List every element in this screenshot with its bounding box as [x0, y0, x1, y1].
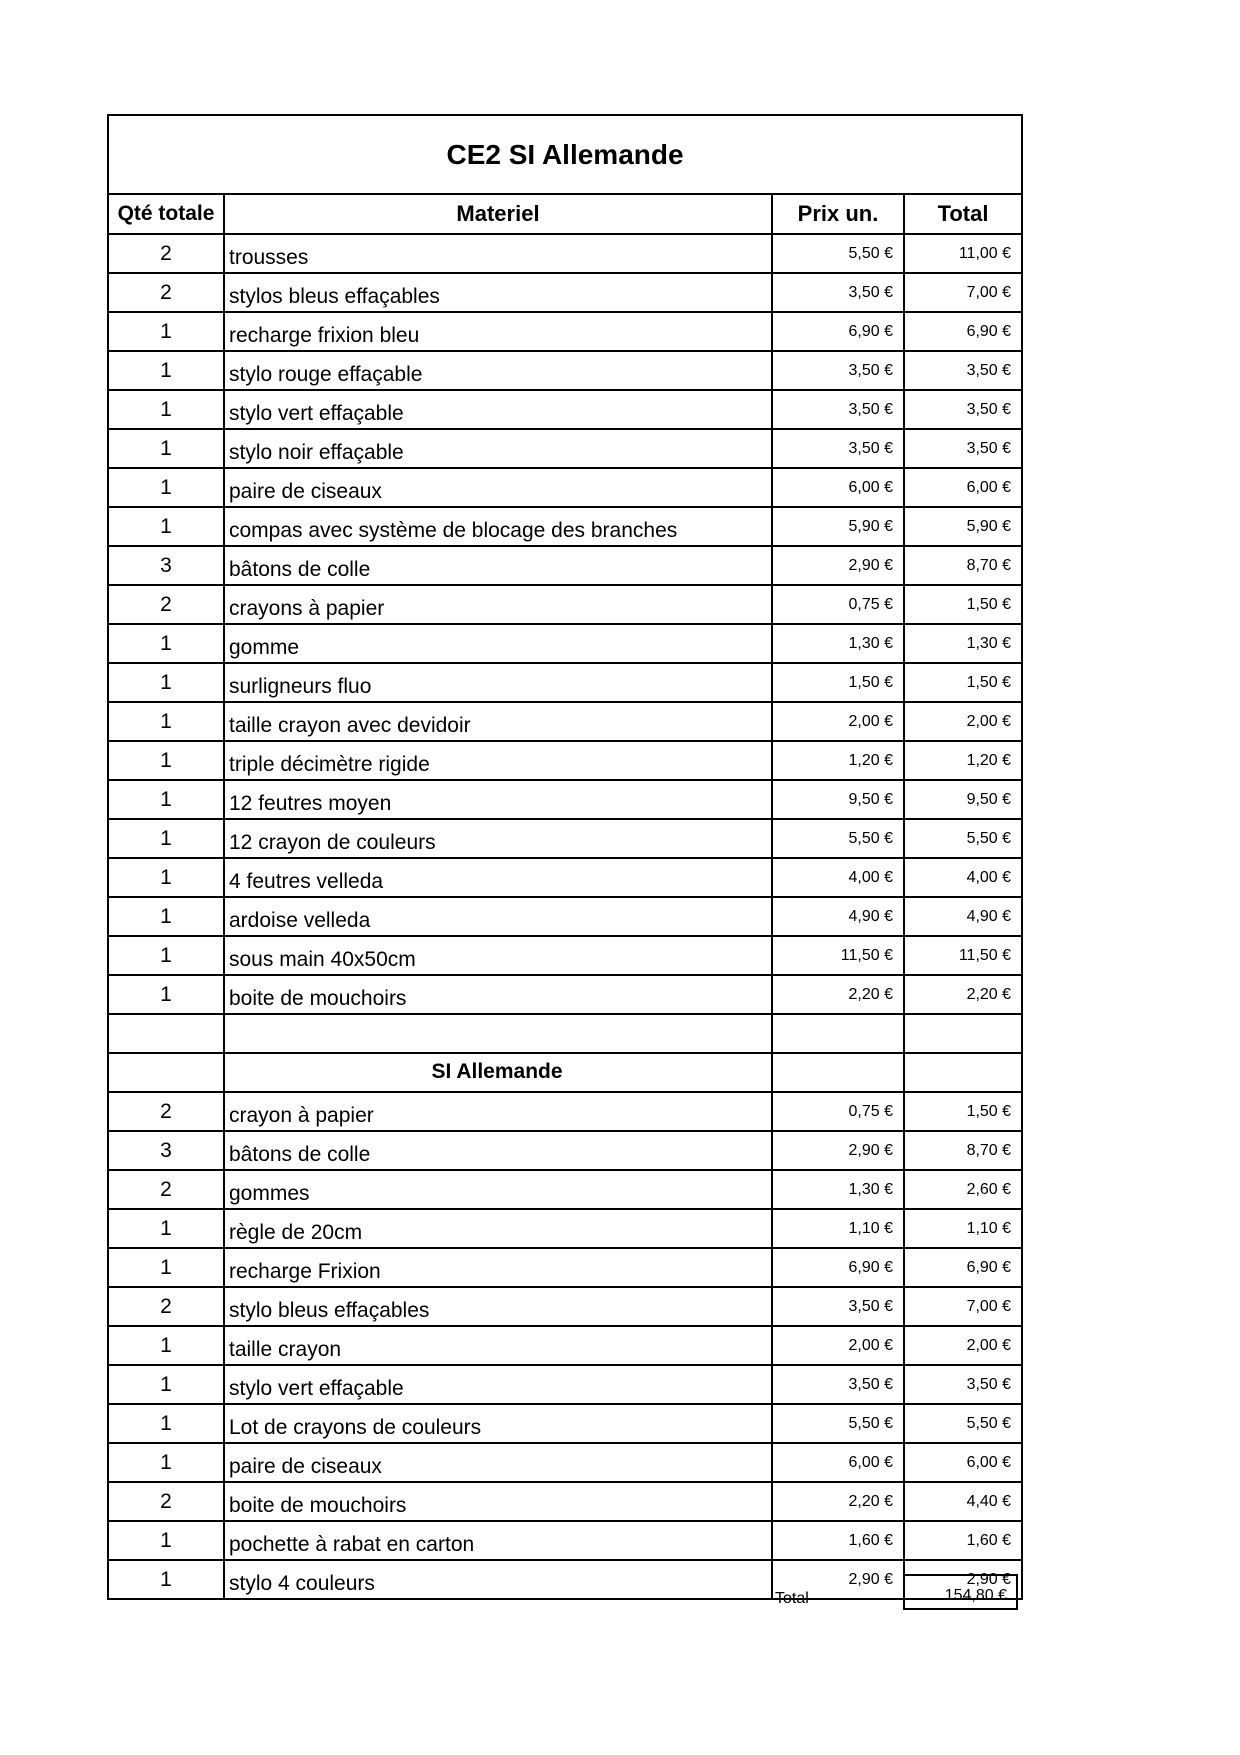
qty-cell: 1	[108, 351, 224, 390]
total-cell: 1,50 €	[904, 663, 1022, 702]
material-cell: compas avec système de blocage des branches	[224, 507, 772, 546]
qty-cell: 1	[108, 819, 224, 858]
qty-cell: 1	[108, 858, 224, 897]
table-row	[108, 468, 1022, 507]
total-cell: 8,70 €	[904, 1131, 1022, 1170]
qty-cell: 1	[108, 312, 224, 351]
unit-price-cell	[772, 1053, 904, 1092]
material-cell: règle de 20cm	[224, 1209, 772, 1248]
qty-cell: 3	[108, 546, 224, 585]
total-cell: 6,90 €	[904, 1248, 1022, 1287]
table-row	[108, 1287, 1022, 1326]
total-cell: 1,60 €	[904, 1521, 1022, 1560]
material-cell: taille crayon	[224, 1326, 772, 1365]
table-row	[108, 741, 1022, 780]
total-cell: 7,00 €	[904, 273, 1022, 312]
material-cell: recharge frixion bleu	[224, 312, 772, 351]
material-cell: stylo vert effaçable	[224, 1365, 772, 1404]
table-row	[108, 1131, 1022, 1170]
material-cell: surligneurs fluo	[224, 663, 772, 702]
total-cell: 5,90 €	[904, 507, 1022, 546]
total-cell: 2,20 €	[904, 975, 1022, 1014]
header-material: Materiel	[224, 194, 772, 234]
total-cell: 1,20 €	[904, 741, 1022, 780]
qty-cell: 1	[108, 1521, 224, 1560]
unit-price-cell: 1,60 €	[772, 1521, 904, 1560]
table-row	[108, 390, 1022, 429]
material-cell: bâtons de colle	[224, 1131, 772, 1170]
unit-price-cell: 3,50 €	[772, 273, 904, 312]
unit-price-cell: 6,90 €	[772, 1248, 904, 1287]
unit-price-cell: 1,10 €	[772, 1209, 904, 1248]
unit-price-cell: 1,50 €	[772, 663, 904, 702]
total-cell: 2,00 €	[904, 702, 1022, 741]
qty-cell	[108, 1053, 224, 1092]
qty-cell: 1	[108, 624, 224, 663]
table-row	[108, 858, 1022, 897]
table-row	[108, 273, 1022, 312]
header-qty: Qté totale	[108, 194, 224, 234]
material-cell: 12 crayon de couleurs	[224, 819, 772, 858]
total-cell: 1,10 €	[904, 1209, 1022, 1248]
unit-price-cell: 5,50 €	[772, 819, 904, 858]
qty-cell: 1	[108, 429, 224, 468]
table-row	[108, 351, 1022, 390]
total-cell	[904, 1053, 1022, 1092]
material-cell: stylo vert effaçable	[224, 390, 772, 429]
unit-price-cell: 5,50 €	[772, 234, 904, 273]
material-cell: pochette à rabat en carton	[224, 1521, 772, 1560]
material-cell: bâtons de colle	[224, 546, 772, 585]
unit-price-cell: 2,90 €	[772, 1560, 904, 1599]
table-row	[108, 1092, 1022, 1131]
qty-cell: 2	[108, 234, 224, 273]
material-cell	[224, 1014, 772, 1053]
qty-cell: 1	[108, 468, 224, 507]
total-cell: 9,50 €	[904, 780, 1022, 819]
total-cell	[904, 1014, 1022, 1053]
unit-price-cell: 9,50 €	[772, 780, 904, 819]
table-row	[108, 429, 1022, 468]
unit-price-cell: 6,90 €	[772, 312, 904, 351]
table-row	[108, 312, 1022, 351]
unit-price-cell: 2,00 €	[772, 702, 904, 741]
qty-cell: 2	[108, 273, 224, 312]
unit-price-cell: 0,75 €	[772, 585, 904, 624]
total-cell: 2,60 €	[904, 1170, 1022, 1209]
table-row	[108, 1443, 1022, 1482]
unit-price-cell: 0,75 €	[772, 1092, 904, 1131]
material-cell: 12 feutres moyen	[224, 780, 772, 819]
qty-cell: 1	[108, 507, 224, 546]
unit-price-cell: 2,90 €	[772, 1131, 904, 1170]
unit-price-cell: 3,50 €	[772, 1287, 904, 1326]
table-row	[108, 1326, 1022, 1365]
table-row	[108, 1521, 1022, 1560]
total-cell: 1,50 €	[904, 585, 1022, 624]
material-cell: stylo rouge effaçable	[224, 351, 772, 390]
table-row	[108, 819, 1022, 858]
unit-price-cell: 6,00 €	[772, 468, 904, 507]
qty-cell: 2	[108, 1170, 224, 1209]
material-cell: gomme	[224, 624, 772, 663]
total-cell: 6,00 €	[904, 1443, 1022, 1482]
table-row	[108, 234, 1022, 273]
table-row	[108, 1170, 1022, 1209]
table-row	[108, 507, 1022, 546]
total-cell: 5,50 €	[904, 819, 1022, 858]
total-cell: 6,90 €	[904, 312, 1022, 351]
material-cell: gommes	[224, 1170, 772, 1209]
qty-cell: 2	[108, 1482, 224, 1521]
total-cell: 6,00 €	[904, 468, 1022, 507]
unit-price-cell: 5,50 €	[772, 1404, 904, 1443]
qty-cell: 1	[108, 390, 224, 429]
total-cell: 8,70 €	[904, 546, 1022, 585]
material-cell: crayons à papier	[224, 585, 772, 624]
qty-cell: 1	[108, 702, 224, 741]
table-row	[108, 585, 1022, 624]
unit-price-cell: 11,50 €	[772, 936, 904, 975]
total-cell: 1,50 €	[904, 1092, 1022, 1131]
grand-total-label: Total	[775, 1590, 809, 1607]
total-cell: 3,50 €	[904, 429, 1022, 468]
unit-price-cell: 2,20 €	[772, 1482, 904, 1521]
qty-cell: 2	[108, 1092, 224, 1131]
table-row	[108, 936, 1022, 975]
total-cell: 1,30 €	[904, 624, 1022, 663]
unit-price-cell: 6,00 €	[772, 1443, 904, 1482]
qty-cell: 1	[108, 1404, 224, 1443]
header-total: Total	[904, 194, 1022, 234]
qty-cell: 1	[108, 1209, 224, 1248]
unit-price-cell: 2,20 €	[772, 975, 904, 1014]
material-cell: crayon à papier	[224, 1092, 772, 1131]
qty-cell: 1	[108, 780, 224, 819]
material-cell: boite de mouchoirs	[224, 975, 772, 1014]
table-row	[108, 1482, 1022, 1521]
unit-price-cell	[772, 1014, 904, 1053]
material-cell: stylo noir effaçable	[224, 429, 772, 468]
unit-price-cell: 4,00 €	[772, 858, 904, 897]
unit-price-cell: 3,50 €	[772, 429, 904, 468]
material-cell: trousses	[224, 234, 772, 273]
total-cell: 5,50 €	[904, 1404, 1022, 1443]
page-title: CE2 SI Allemande	[108, 115, 1022, 194]
total-cell: 3,50 €	[904, 1365, 1022, 1404]
table-row	[108, 780, 1022, 819]
table-row	[108, 663, 1022, 702]
total-cell: 11,50 €	[904, 936, 1022, 975]
qty-cell: 3	[108, 1131, 224, 1170]
material-cell: triple décimètre rigide	[224, 741, 772, 780]
material-cell: paire de ciseaux	[224, 1443, 772, 1482]
unit-price-cell: 3,50 €	[772, 390, 904, 429]
table-row	[108, 975, 1022, 1014]
material-cell: ardoise velleda	[224, 897, 772, 936]
table-row	[108, 1365, 1022, 1404]
qty-cell	[108, 1014, 224, 1053]
material-cell: 4 feutres velleda	[224, 858, 772, 897]
qty-cell: 2	[108, 1287, 224, 1326]
table-row	[108, 1248, 1022, 1287]
material-cell: stylos bleus effaçables	[224, 273, 772, 312]
total-cell: 3,50 €	[904, 351, 1022, 390]
total-cell: 4,90 €	[904, 897, 1022, 936]
table-row	[108, 546, 1022, 585]
total-cell: 3,50 €	[904, 390, 1022, 429]
unit-price-cell: 2,90 €	[772, 546, 904, 585]
unit-price-cell: 2,00 €	[772, 1326, 904, 1365]
total-cell: 7,00 €	[904, 1287, 1022, 1326]
qty-cell: 1	[108, 1326, 224, 1365]
table-row	[108, 1053, 1022, 1092]
table-row	[108, 1560, 1022, 1599]
material-cell: sous main 40x50cm	[224, 936, 772, 975]
table-row	[108, 624, 1022, 663]
total-cell: 11,00 €	[904, 234, 1022, 273]
unit-price-cell: 1,30 €	[772, 1170, 904, 1209]
qty-cell: 1	[108, 1365, 224, 1404]
header-unit-price: Prix un.	[772, 194, 904, 234]
unit-price-cell: 5,90 €	[772, 507, 904, 546]
material-cell: recharge Frixion	[224, 1248, 772, 1287]
total-cell: 4,40 €	[904, 1482, 1022, 1521]
qty-cell: 1	[108, 936, 224, 975]
unit-price-cell: 3,50 €	[772, 1365, 904, 1404]
unit-price-cell: 1,30 €	[772, 624, 904, 663]
unit-price-cell: 3,50 €	[772, 351, 904, 390]
material-cell: stylo 4 couleurs	[224, 1560, 772, 1599]
table-row	[108, 1404, 1022, 1443]
material-cell: paire de ciseaux	[224, 468, 772, 507]
qty-cell: 1	[108, 1248, 224, 1287]
table-row	[108, 702, 1022, 741]
table-row	[108, 897, 1022, 936]
total-cell: 4,00 €	[904, 858, 1022, 897]
table-row	[108, 1209, 1022, 1248]
material-cell: stylo bleus effaçables	[224, 1287, 772, 1326]
qty-cell: 1	[108, 663, 224, 702]
section-title: SI Allemande	[224, 1053, 772, 1092]
total-cell: 2,00 €	[904, 1326, 1022, 1365]
supply-list-table	[107, 114, 1023, 1600]
unit-price-cell: 1,20 €	[772, 741, 904, 780]
grand-total-value: 154,80 €	[903, 1574, 1018, 1610]
qty-cell: 1	[108, 741, 224, 780]
total-cell: 2,90 €	[904, 1560, 1022, 1599]
qty-cell: 1	[108, 1560, 224, 1599]
material-cell: boite de mouchoirs	[224, 1482, 772, 1521]
unit-price-cell: 4,90 €	[772, 897, 904, 936]
qty-cell: 2	[108, 585, 224, 624]
qty-cell: 1	[108, 1443, 224, 1482]
material-cell: Lot de crayons de couleurs	[224, 1404, 772, 1443]
qty-cell: 1	[108, 975, 224, 1014]
qty-cell: 1	[108, 897, 224, 936]
material-cell: taille crayon avec devidoir	[224, 702, 772, 741]
table-row	[108, 1014, 1022, 1053]
